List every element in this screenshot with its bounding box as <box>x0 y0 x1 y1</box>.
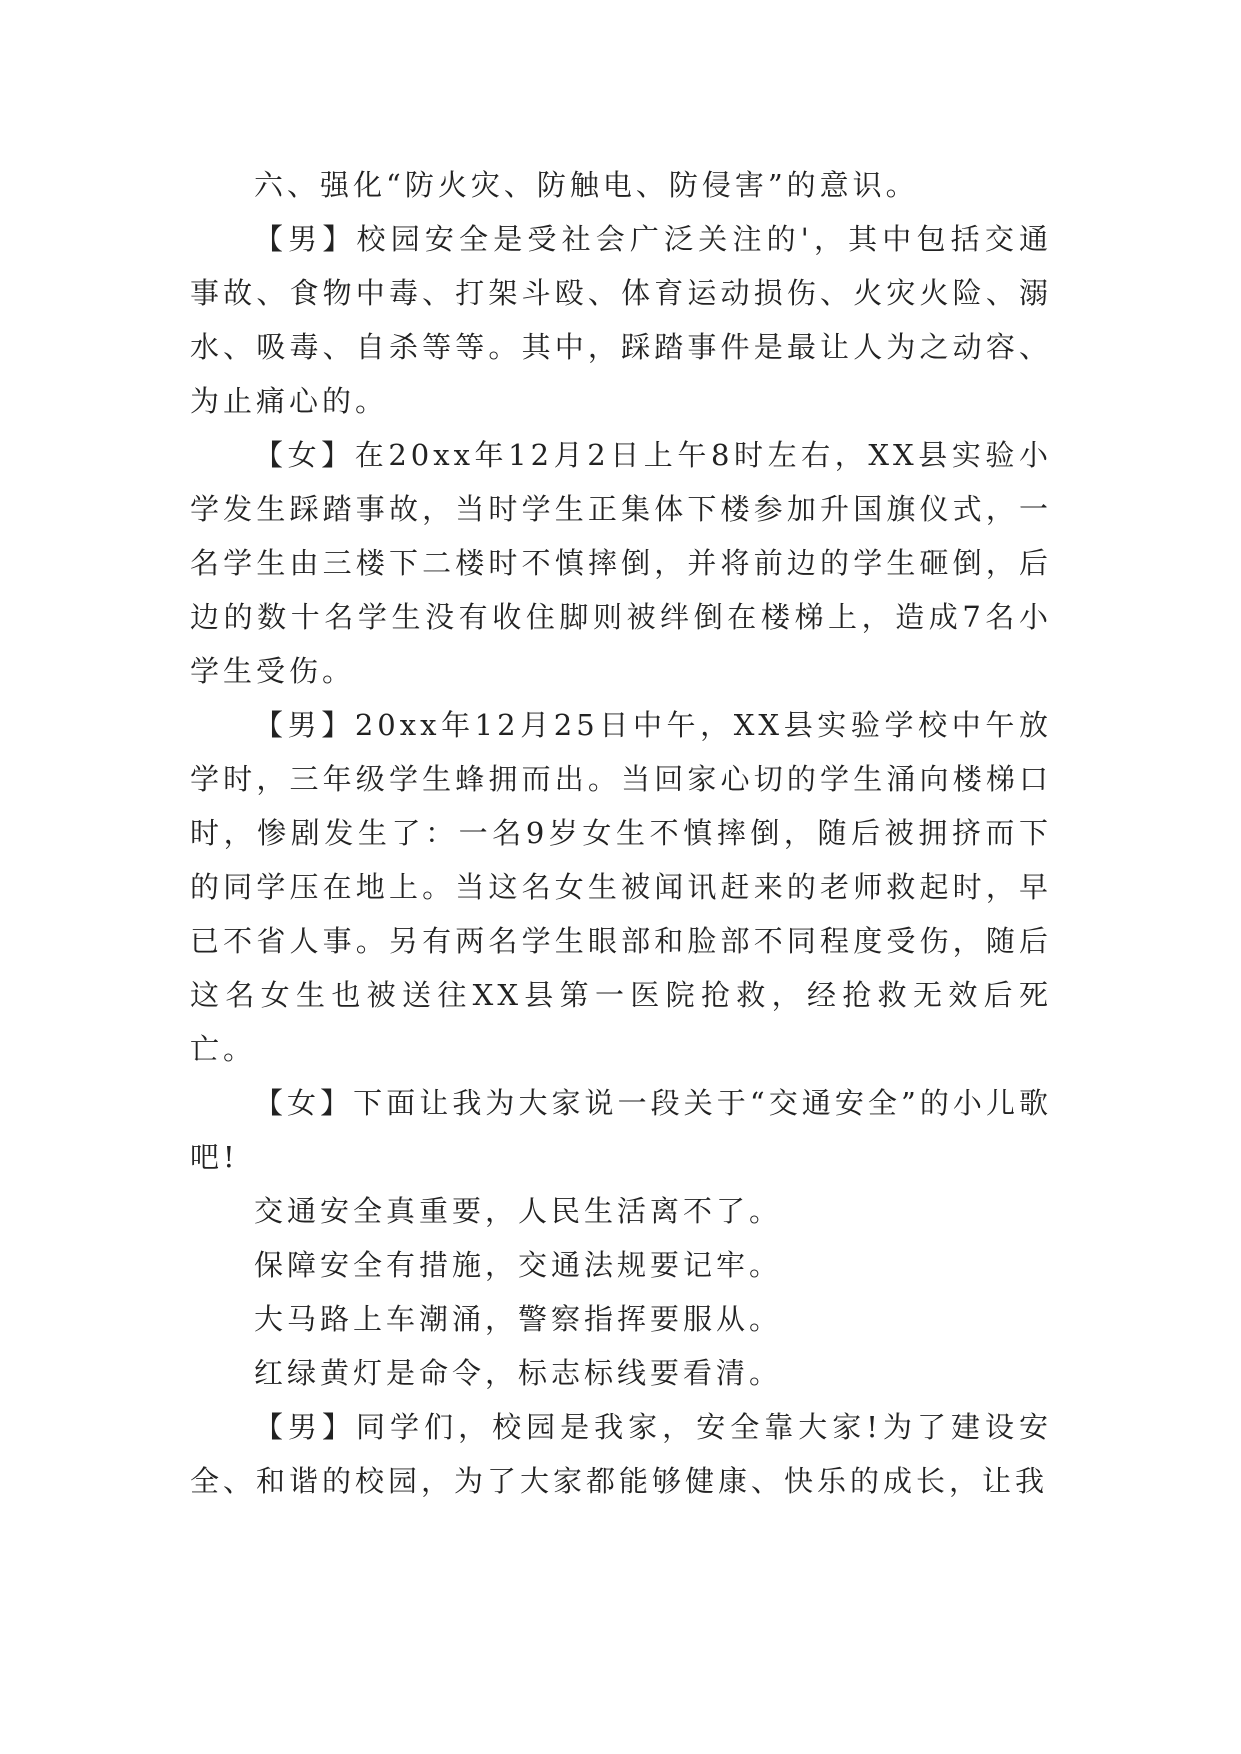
section-heading: 六、强化“防火灾、防触电、防侵害”的意识。 <box>254 168 919 202</box>
paragraph-closing: 【男】同学们，校园是我家，安全靠大家!为了建设安全、和谐的校园，为了大家都能够健康、快乐的成长，让我 <box>190 1410 1052 1498</box>
verse-line: 保障安全有措施，交通法规要记牢。 <box>254 1248 783 1282</box>
paragraph-female-1: 【女】在20xx年12月2日上午8时左右，XX县实验小学发生踩踏事故，当时学生正集体下楼参加升国旗仪式，一名学生由三楼下二楼时不慎摔倒，并将前边的学生砸倒，后边的数十名学生没有收住脚则被绊倒在楼梯上，造成7名小学生受伤。 <box>190 438 1052 688</box>
document-body <box>190 158 1052 1508</box>
paragraph-male-1: 【男】校园安全是受社会广泛关注的'，其中包括交通事故、食物中毒、打架斗殴、体育运动损伤、火灾火险、溺水、吸毒、自杀等等。其中，踩踏事件是最让人为之动容、为止痛心的。 <box>190 222 1052 418</box>
paragraph-male-2: 【男】20xx年12月25日中午，XX县实验学校中午放学时，三年级学生蜂拥而出。当回家心切的学生涌向楼梯口时，惨剧发生了：一名9岁女生不慎摔倒，随后被拥挤而下的同学压在地上。当这名女生被闻讯赶来的老师救起时，早已不省人事。另有两名学生眼部和脸部不同程度受伤，随后这名女生也被送往XX县第一医院抢救，经抢救无效后死亡。 <box>190 708 1052 1066</box>
verse-line: 交通安全真重要，人民生活离不了。 <box>254 1194 783 1228</box>
verse-line: 红绿黄灯是命令，标志标线要看清。 <box>254 1356 783 1390</box>
verse-line: 大马路上车潮涌，警察指挥要服从。 <box>254 1302 783 1336</box>
paragraph-female-2: 【女】下面让我为大家说一段关于“交通安全”的小儿歌吧! <box>190 1086 1052 1174</box>
